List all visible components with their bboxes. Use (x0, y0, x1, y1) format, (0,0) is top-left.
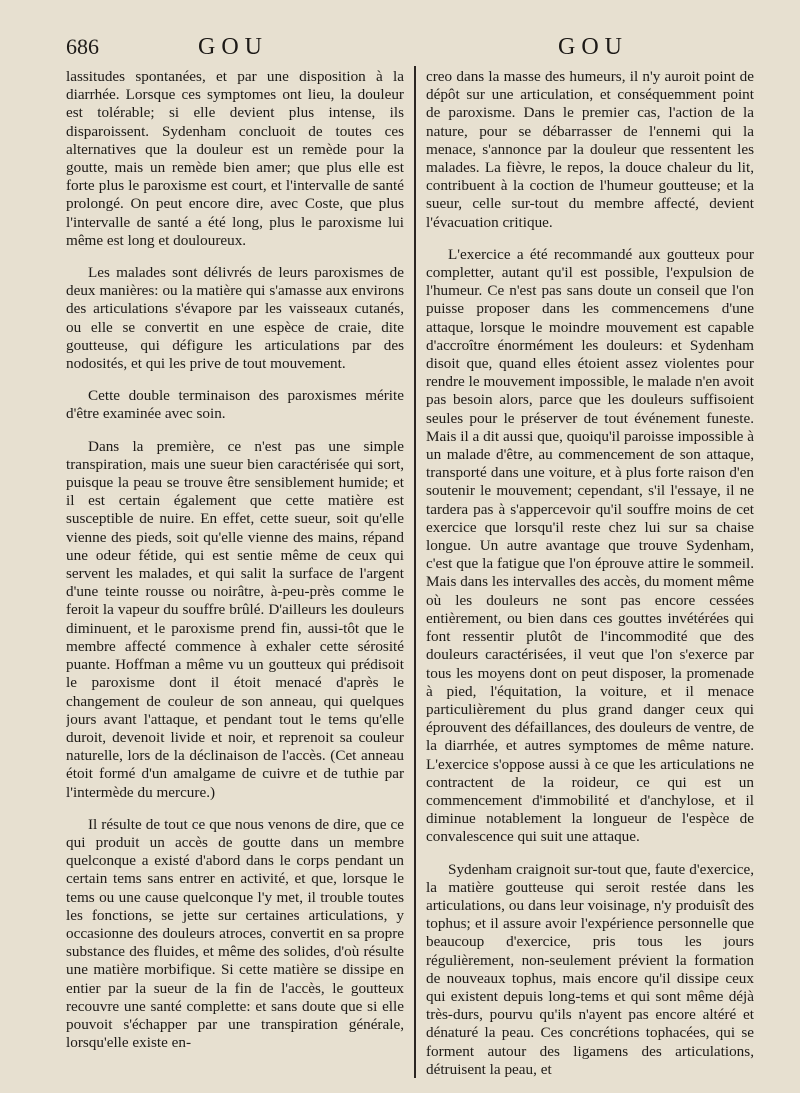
page-number: 686 (66, 34, 99, 59)
paragraph: lassitudes spontanées, et par une disposition à la diarrhée. Lorsque ces symptomes ont lieu, la douleur est tolérable; si elle devient plus intense, ils disparoissent. Sydenham concluoit de toutes ces alternatives que la douleur est un remède pour la goutte, mais un remède bien amer; que plus elle est forte plus le paroxisme est court, et l'intervalle de santé prolongé. On peut encore dire, avec Coste, que plus l'intervalle de santé a été long, plus le paroxisme lui même est long et douloureux. (66, 68, 404, 249)
paragraph: Il résulte de tout ce que nous venons de dire, que ce qui produit un accès de goutte dans un membre quelconque a existé d'abord dans le corps pendant un certain tems sans entrer en activité, et que, lorsque le tems ou une cause quelconque l'y met, il trouble toutes les fonctions, se jette sur certaines articulations, y occasionne des douleurs atroces, convertit en sa propre substance des fluides, et même des solides, d'où résulte une matière morbifique. Si cette matière se dissipe en entier par la sueur de la fin de l'accès, le goutteux recouvre une santé complette: et sans doute que si elle pouvoit s'échapper par une transpiration générale, lorsqu'elle existe en- (66, 815, 404, 1052)
column-divider (414, 66, 416, 1078)
page-header (66, 34, 756, 66)
paragraph: Sydenham craignoit sur-tout que, faute d'exercice, la matière goutteuse qui seroit restée dans les articulations, ou dans leur voisinage, n'y produisît des tophus; et il assure avoir l'expérience personnelle que beaucoup d'exercice, pris tous les jours régulièrement, non-seulement prévient la formation de nouveaux tophus, mais encore qu'il dissipe ceux qui existent depuis long-tems et qui sont même déjà très-durs, pourvu qu'ils n'ayent pas encore altéré et dénaturé la peau. Ces concrétions tophacées, qui se forment autour des ligamens des articulations, détruisent la peau, et (426, 860, 754, 1078)
right-column (426, 68, 754, 1078)
paragraph: L'exercice a été recommandé aux goutteux pour completter, autant qu'il est possible, l'expulsion de l'humeur. Ce n'est pas sans doute un conseil que l'on puisse proposer dans les commencemens d'une attaque, lorsque le moindre mouvement est capable d'accroître énormément les douleurs: et Sydenham disoit que, quand elles étoient assez violentes pour rendre le mouvement impossible, le malade n'en avoit pas besoin alors, parce que les douleurs suffisoient seules pour le préserver de tout événement funeste. Mais il a dit aussi que, quoiqu'il paroisse impossible à un malade d'être, au commencement de son attaque, transporté dans une voiture, et à plus forte raison d'en soutenir le mouvement; cependant, s'il l'essaye, il ne tardera pas à s'appercevoir qu'il souffre moins de cet exercice que lorsqu'il reste chez lui sur sa chaise longue. Un autre avantage que trouve Sydenham, c'est que la fatigue que l'on éprouve attire le sommeil. Mais dans les intervalles des accès, du moment même où les douleurs ne sont pas encore cessées entièrement, ou bien dans ces gouttes invétérées qui font ressentir plutôt de l'incommodité que des douleurs caractérisées, il veut que l'on s'exerce par tous les moyens dont on peut disposer, la promenade à pied, l'équitation, la voiture, et il menace particulièrement du plus grand danger ceux qui éprouvent des défaillances, des douleurs de ventre, de la diarrhée, et autres symptomes de même nature. L'exercice s'oppose aussi à ce que les articulations ne contractent de la roideur, ce qui est un commencement d'immobilité et d'anchylose, et il diminue notablement la longueur de l'espèce de convalescence qui suit une attaque. (426, 245, 754, 846)
paragraph: Dans la première, ce n'est pas une simple transpiration, mais une sueur bien caractérisée qui sort, puisque la peau se trouve être sensiblement humide; et il est certain également que cette matière est susceptible de nuire. En effet, cette sueur, soit qu'elle vienne des pieds, soit qu'elle vienne des mains, répand une odeur fétide, qui est sentie même de ceux qui servent les malades, et qui salit la surface de l'argent d'une teinte rousse ou noirâtre, à-peu-près comme le feroit la vapeur du souffre brûlé. D'ailleurs les douleurs diminuent, et le paroxisme prend fin, aussi-tôt que le membre affecté commence à exhaler cette sérosité puante. Hoffman a même vu un goutteux qui prédisoit le paroxisme dont il étoit menacé d'après le changement de couleur de son anneau, qui quelques jours avant l'attaque, et pendant tout le tems qu'elle duroit, devenoit livide et noir, et reprenoit sa couleur naturelle, lors de la déclinaison de l'accès. (Cet anneau étoit formé d'un amalgame de cuivre et de tuthie par l'intermède du mercure.) (66, 437, 404, 801)
paragraph: Cette double terminaison des paroxismes mérite d'être examinée avec soin. (66, 387, 404, 423)
paragraph: creo dans la masse des humeurs, il n'y auroit point de dépôt sur une articulation, et conséquemment point de paroxisme. Dans le premier cas, l'action de la nature, pour se débarrasser de l'ennemi qui la menace, s'annonce par la douleur que ressentent les malades. La fièvre, le repos, la douce chaleur du lit, contribuent à la coction de l'humeur goutteuse; et la sueur, celle sur-tout du membre affecté, devient l'évacuation critique. (426, 68, 754, 231)
left-column (66, 68, 404, 1078)
running-head-left: GOU (198, 34, 268, 60)
paragraph: Les malades sont délivrés de leurs paroxismes de deux manières: ou la matière qui s'amasse aux environs des articulations s'évapore par les vaisseaux cutanés, ou elle se convertit en une espèce de craie, dite goutteuse, qui défigure les articulations par des nodosités, et qui les prive de tout mouvement. (66, 264, 404, 373)
running-head-right: GOU (558, 34, 628, 60)
